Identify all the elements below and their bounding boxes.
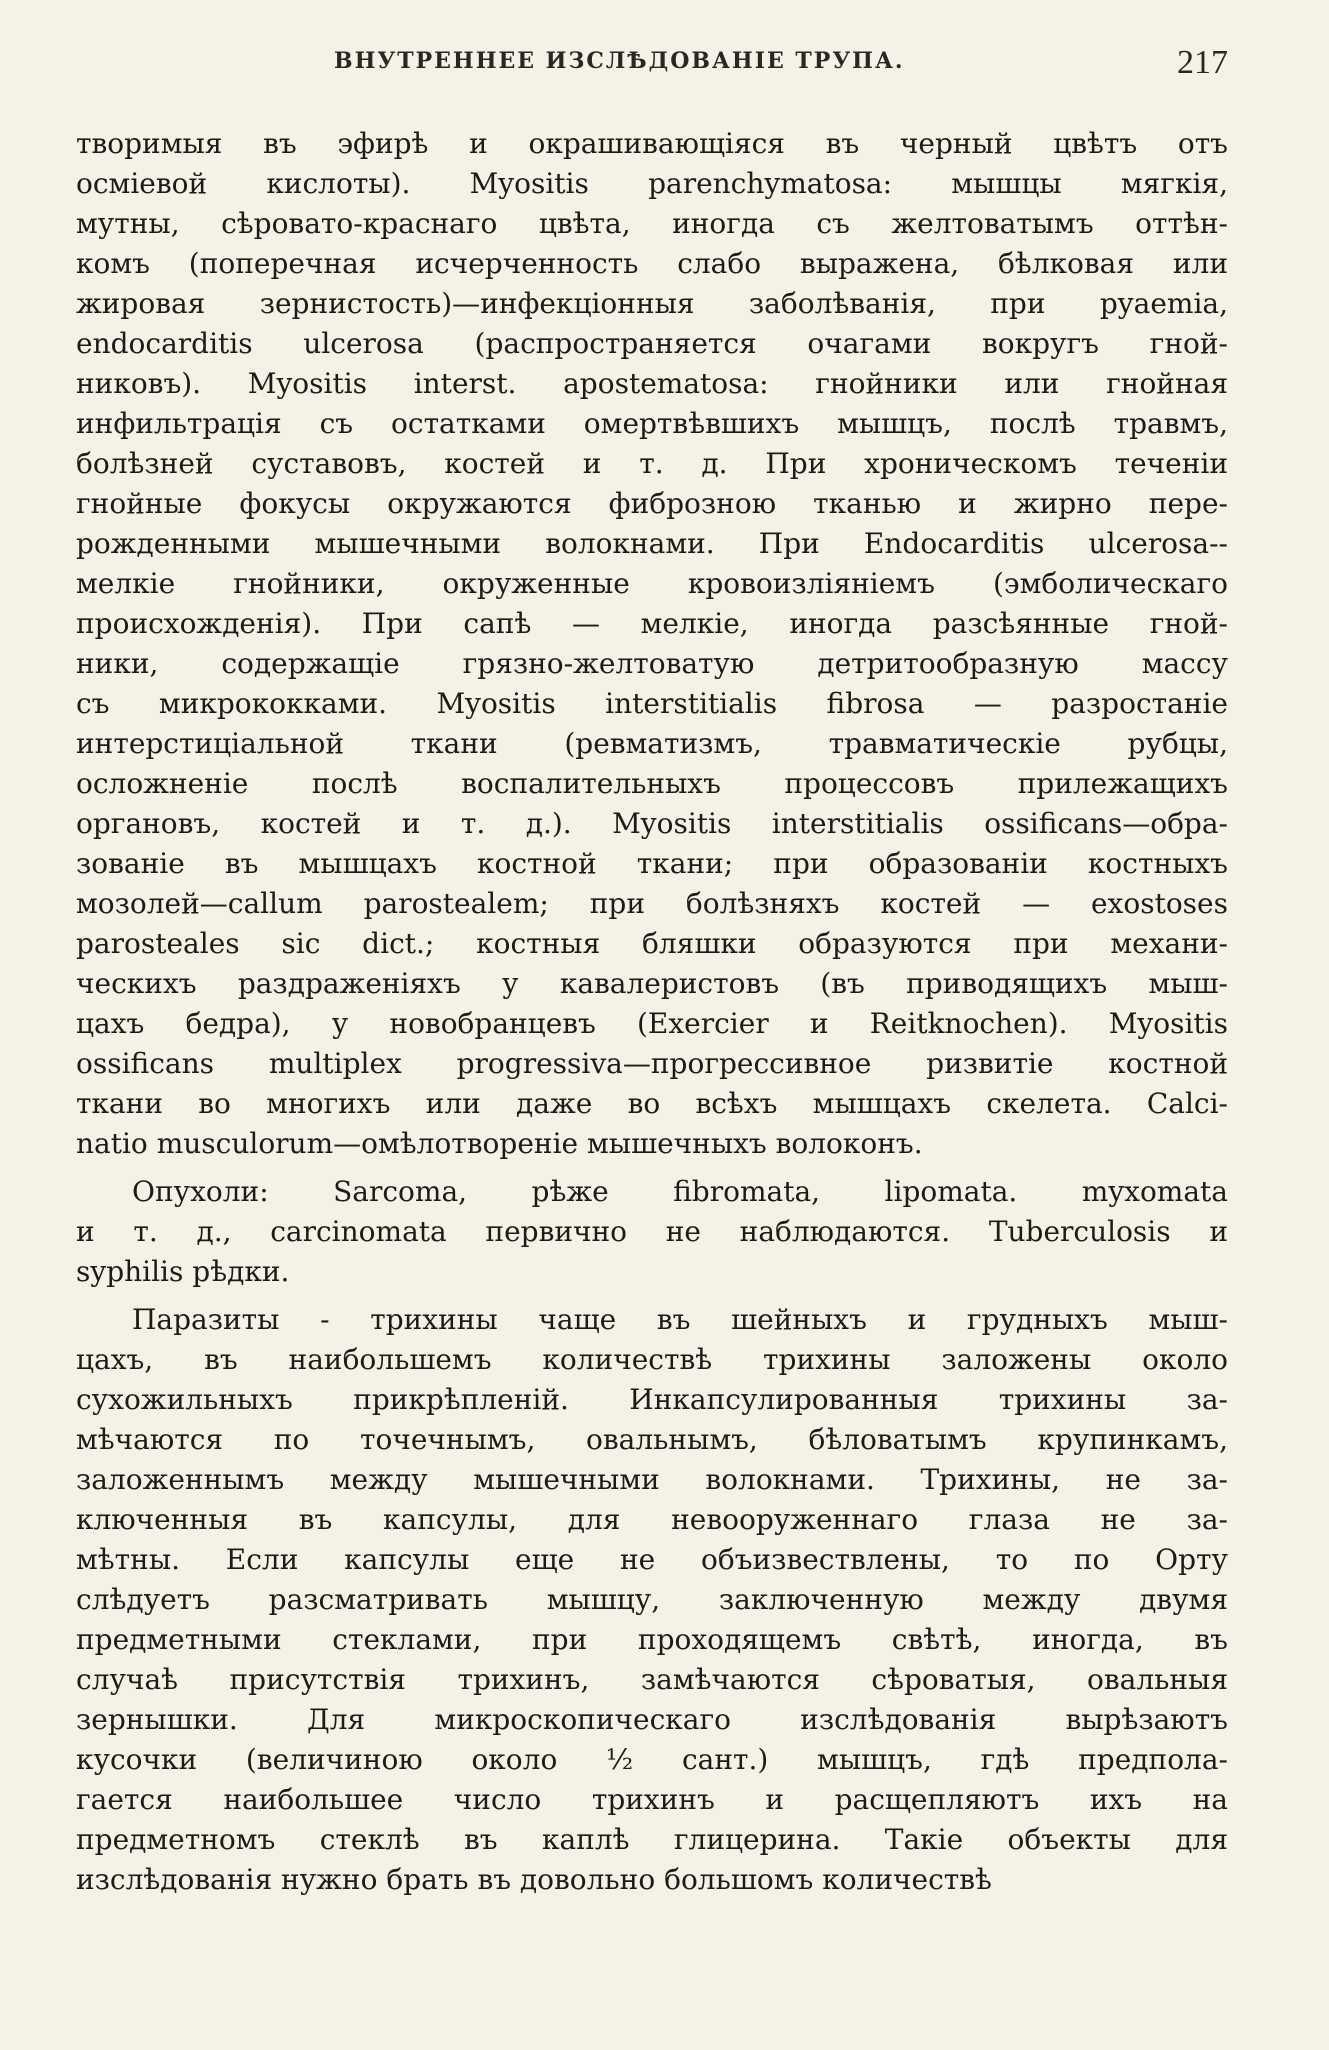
text-line: зованіе въ мышцахъ костной ткани; при образованіи костныхъ: [76, 847, 1228, 880]
text-line: заложеннымъ между мышечными волокнами. Трихины, не за-: [76, 1463, 1228, 1496]
text-line: мутны, сѣровато-краснаго цвѣта, иногда съ желтоватымъ оттѣн-: [76, 207, 1228, 240]
running-title: ВНУТРЕННЕЕ ИЗСЛѢДОВАНІЕ ТРУПА.: [334, 48, 905, 74]
text-line: ossificans multiplex progressiva—прогрессивное ризвитіе костной: [76, 1047, 1228, 1080]
page-header: [78, 44, 1228, 84]
paragraph: [76, 124, 1228, 1164]
text-line: происхожденія). При сапѣ — мелкіе, иногда разсѣянные гной-: [76, 607, 1228, 640]
text-line: кусочки (величиною около ½ сант.) мышцъ, гдѣ предпола-: [76, 1743, 1228, 1776]
body-text: [76, 124, 1228, 1900]
text-line: случаѣ присутствія трихинъ, замѣчаются сѣроватыя, овальныя: [76, 1663, 1228, 1696]
text-line: осміевой кислоты). Myositis parenchymatosa: мышцы мягкія,: [76, 167, 1228, 200]
text-line: мелкіе гнойники, окруженные кровоизліяніемъ (эмболическаго: [76, 567, 1228, 600]
text-line: жировая зернистость)—инфекціонныя заболѣванія, при pyaemia,: [76, 287, 1228, 320]
text-line: endocarditis ulcerosa (распространяется очагами вокругъ гной-: [76, 327, 1228, 360]
text-line: органовъ, костей и т. д.). Myositis interstitialis ossificans—обра-: [76, 807, 1228, 840]
text-line: зернышки. Для микроскопическаго изслѣдованія вырѣзаютъ: [76, 1703, 1228, 1736]
text-line: болѣзней суставовъ, костей и т. д. При хроническомъ теченіи: [76, 447, 1228, 480]
text-line: мозолей—callum parostealem; при болѣзняхъ костей — exostoses: [76, 887, 1228, 920]
text-line: никовъ). Myositis interst. apostematosa: гнойники или гнойная: [76, 367, 1228, 400]
text-line: слѣдуетъ разсматривать мышцу, заключенную между двумя: [76, 1583, 1228, 1616]
text-line: parosteales sic dict.; костныя бляшки образуются при механи-: [76, 927, 1228, 960]
text-line: комъ (поперечная исчерченность слабо выражена, бѣлковая или: [76, 247, 1228, 280]
text-line: съ микрококками. Myositis interstitialis fibrosa — разростаніе: [76, 687, 1228, 720]
text-line: ключенныя въ капсулы, для невооруженнаго глаза не за-: [76, 1503, 1228, 1536]
text-line: цахъ, въ наибольшемъ количествѣ трихины заложены около: [76, 1343, 1228, 1376]
text-line: изслѣдованія нужно брать въ довольно большомъ количествѣ: [76, 1863, 992, 1896]
text-line: сухожильныхъ прикрѣпленій. Инкапсулированныя трихины за-: [76, 1383, 1228, 1416]
text-line: natio musculorum—омѣлотвореніе мышечныхъ волоконъ.: [76, 1127, 923, 1160]
text-line: осложненіе послѣ воспалительныхъ процессовъ прилежащихъ: [76, 767, 1228, 800]
text-line: ткани во многихъ или даже во всѣхъ мышцахъ скелета. Calci-: [76, 1087, 1228, 1120]
text-line: ческихъ раздраженіяхъ у кавалеристовъ (въ приводящихъ мыш-: [76, 967, 1228, 1000]
text-line: ники, содержащіе грязно-желтоватую детритообразную массу: [76, 647, 1228, 680]
text-line: инфильтрація съ остатками омертвѣвшихъ мышцъ, послѣ травмъ,: [76, 407, 1228, 440]
text-line: творимыя въ эфирѣ и окрашивающіяся въ черный цвѣтъ отъ: [76, 127, 1228, 160]
text-line: предметными стеклами, при проходящемъ свѣтѣ, иногда, въ: [76, 1623, 1228, 1656]
text-line: мѣчаются по точечнымъ, овальнымъ, бѣловатымъ крупинкамъ,: [76, 1423, 1228, 1456]
text-line: предметномъ стеклѣ въ каплѣ глицерина. Такіе объекты для: [76, 1823, 1228, 1856]
text-line: мѣтны. Если капсулы еще не объизвествлены, то по Орту: [76, 1543, 1228, 1576]
text-line: Паразиты - трихины чаще въ шейныхъ и грудныхъ мыш-: [132, 1303, 1228, 1336]
text-line: syphilis рѣдки.: [76, 1255, 290, 1288]
page-number: 217: [1177, 44, 1228, 81]
text-line: цахъ бедра), у новобранцевъ (Exercier и Reitknochen). Myositis: [76, 1007, 1228, 1040]
text-line: Опухоли: Sarcoma, рѣже fibromata, lipomata. myxomata: [132, 1175, 1228, 1208]
text-line: рожденными мышечными волокнами. При Endocarditis ulcerosa--: [76, 527, 1228, 560]
text-line: интерстиціальной ткани (ревматизмъ, травматическіе рубцы,: [76, 727, 1228, 760]
text-line: гнойные фокусы окружаются фиброзною тканью и жирно пере-: [76, 487, 1228, 520]
paragraph: [76, 1300, 1228, 1900]
text-line: и т. д., carcinomata первично не наблюдаются. Tuberculosis и: [76, 1215, 1228, 1248]
text-line: гается наибольшее число трихинъ и расщепляютъ ихъ на: [76, 1783, 1228, 1816]
paragraph: [76, 1172, 1228, 1292]
